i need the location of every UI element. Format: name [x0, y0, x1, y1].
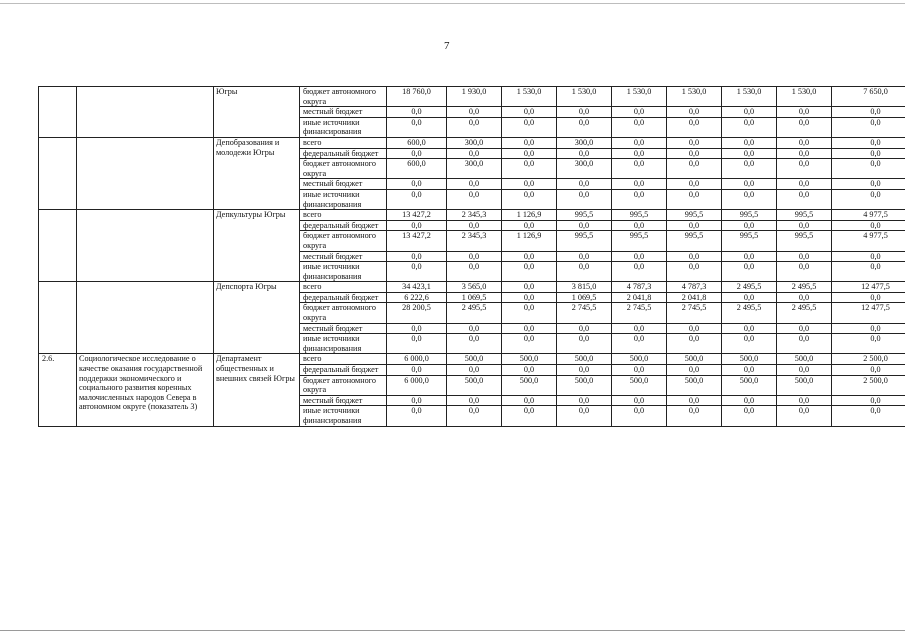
year-value-cell: 0,0	[832, 395, 905, 406]
year-value-cell: 1 930,0	[447, 87, 502, 107]
year-value-cell: 0,0	[777, 179, 832, 190]
year-value-cell: 0,0	[502, 395, 557, 406]
year-value-cell: 0,0	[557, 220, 612, 231]
year-value-cell: 12 477,5	[832, 282, 905, 293]
year-value-cell: 0,0	[667, 323, 722, 334]
year-value-cell: 2 500,0	[832, 354, 905, 365]
year-value-cell: 0,0	[447, 107, 502, 118]
year-value-cell: 0,0	[667, 189, 722, 209]
total-value-cell: 0,0	[387, 334, 447, 354]
year-value-cell: 0,0	[832, 189, 905, 209]
measure-number-cell	[39, 137, 77, 209]
year-value-cell: 0,0	[832, 323, 905, 334]
year-value-cell: 0,0	[447, 406, 502, 426]
year-value-cell: 0,0	[667, 251, 722, 262]
year-value-cell: 500,0	[557, 375, 612, 395]
measure-number-cell: 2.6.	[39, 354, 77, 426]
year-value-cell: 0,0	[502, 179, 557, 190]
year-value-cell: 0,0	[447, 189, 502, 209]
year-value-cell: 0,0	[557, 365, 612, 376]
total-value-cell: 600,0	[387, 159, 447, 179]
year-value-cell: 0,0	[777, 334, 832, 354]
table-row	[39, 137, 905, 148]
year-value-cell: 0,0	[612, 159, 667, 179]
year-value-cell: 0,0	[612, 117, 667, 137]
year-value-cell: 0,0	[667, 334, 722, 354]
year-value-cell: 0,0	[557, 262, 612, 282]
year-value-cell: 0,0	[557, 334, 612, 354]
year-value-cell: 0,0	[447, 365, 502, 376]
year-value-cell: 4 977,5	[832, 210, 905, 221]
measure-name-cell	[77, 137, 214, 209]
year-value-cell: 0,0	[557, 395, 612, 406]
year-value-cell: 300,0	[557, 137, 612, 148]
year-value-cell: 500,0	[667, 354, 722, 365]
total-value-cell: 13 427,2	[387, 231, 447, 251]
year-value-cell: 500,0	[777, 375, 832, 395]
year-value-cell: 1 126,9	[502, 210, 557, 221]
year-value-cell: 0,0	[667, 406, 722, 426]
funding-source-cell: иные источники финансирования	[300, 189, 387, 209]
year-value-cell: 0,0	[777, 395, 832, 406]
year-value-cell: 0,0	[722, 292, 777, 303]
year-value-cell: 0,0	[612, 179, 667, 190]
year-value-cell: 0,0	[832, 220, 905, 231]
year-value-cell: 500,0	[502, 354, 557, 365]
year-value-cell: 1 530,0	[557, 87, 612, 107]
year-value-cell: 0,0	[557, 406, 612, 426]
year-value-cell: 0,0	[612, 220, 667, 231]
funding-source-cell: местный бюджет	[300, 107, 387, 118]
year-value-cell: 0,0	[777, 406, 832, 426]
year-value-cell: 0,0	[832, 406, 905, 426]
year-value-cell: 1 530,0	[722, 87, 777, 107]
year-value-cell: 1 530,0	[777, 87, 832, 107]
year-value-cell: 0,0	[502, 189, 557, 209]
year-value-cell: 995,5	[667, 231, 722, 251]
executor-cell: Депспорта Югры	[214, 282, 300, 354]
bottom-rule	[0, 630, 905, 631]
year-value-cell: 0,0	[612, 137, 667, 148]
year-value-cell: 0,0	[832, 334, 905, 354]
year-value-cell: 0,0	[447, 262, 502, 282]
year-value-cell: 0,0	[722, 406, 777, 426]
funding-source-cell: местный бюджет	[300, 323, 387, 334]
year-value-cell: 0,0	[777, 159, 832, 179]
year-value-cell: 0,0	[502, 406, 557, 426]
total-value-cell: 0,0	[387, 117, 447, 137]
year-value-cell: 1 126,9	[502, 231, 557, 251]
year-value-cell: 500,0	[557, 354, 612, 365]
year-value-cell: 0,0	[447, 251, 502, 262]
measure-name-cell	[77, 282, 214, 354]
year-value-cell: 4 787,3	[667, 282, 722, 293]
year-value-cell: 2 745,5	[667, 303, 722, 323]
year-value-cell: 0,0	[447, 334, 502, 354]
year-value-cell: 0,0	[722, 323, 777, 334]
year-value-cell: 500,0	[722, 354, 777, 365]
year-value-cell: 0,0	[722, 365, 777, 376]
year-value-cell: 0,0	[777, 262, 832, 282]
year-value-cell: 0,0	[722, 334, 777, 354]
total-value-cell: 34 423,1	[387, 282, 447, 293]
total-value-cell: 0,0	[387, 148, 447, 159]
year-value-cell: 0,0	[722, 179, 777, 190]
year-value-cell: 0,0	[667, 395, 722, 406]
year-value-cell: 0,0	[502, 282, 557, 293]
year-value-cell: 0,0	[722, 137, 777, 148]
total-value-cell: 18 760,0	[387, 87, 447, 107]
year-value-cell: 0,0	[667, 365, 722, 376]
year-value-cell: 0,0	[612, 262, 667, 282]
funding-source-cell: федеральный бюджет	[300, 292, 387, 303]
measure-number-cell	[39, 282, 77, 354]
year-value-cell: 2 041,8	[667, 292, 722, 303]
year-value-cell: 0,0	[612, 395, 667, 406]
total-value-cell: 6 000,0	[387, 375, 447, 395]
year-value-cell: 500,0	[722, 375, 777, 395]
table-body	[39, 87, 905, 427]
page-number: 7	[444, 40, 450, 52]
measure-name-cell: Социологическое исследование о качестве оказания государственной поддержки экономического и социального развития коренных малочисленных народов Севера в автономном округе (показатель 3)	[77, 354, 214, 426]
year-value-cell: 0,0	[667, 179, 722, 190]
year-value-cell: 995,5	[557, 210, 612, 221]
total-value-cell: 0,0	[387, 323, 447, 334]
funding-source-cell: всего	[300, 137, 387, 148]
year-value-cell: 0,0	[612, 323, 667, 334]
year-value-cell: 0,0	[612, 189, 667, 209]
year-value-cell: 7 650,0	[832, 87, 905, 107]
year-value-cell: 500,0	[447, 375, 502, 395]
funding-source-cell: бюджет автономного округа	[300, 231, 387, 251]
year-value-cell: 0,0	[502, 251, 557, 262]
year-value-cell: 0,0	[557, 107, 612, 118]
year-value-cell: 0,0	[447, 148, 502, 159]
year-value-cell: 0,0	[667, 220, 722, 231]
year-value-cell: 0,0	[777, 251, 832, 262]
year-value-cell: 0,0	[502, 334, 557, 354]
year-value-cell: 0,0	[502, 365, 557, 376]
year-value-cell: 0,0	[557, 117, 612, 137]
total-value-cell: 28 200,5	[387, 303, 447, 323]
year-value-cell: 0,0	[832, 107, 905, 118]
year-value-cell: 0,0	[777, 292, 832, 303]
executor-cell: Департамент общественных и внешних связей Югры	[214, 354, 300, 426]
year-value-cell: 500,0	[612, 375, 667, 395]
year-value-cell: 0,0	[722, 189, 777, 209]
year-value-cell: 2 500,0	[832, 375, 905, 395]
table-row	[39, 354, 905, 365]
total-value-cell: 6 222,6	[387, 292, 447, 303]
measure-number-cell	[39, 210, 77, 282]
year-value-cell: 500,0	[502, 375, 557, 395]
funding-source-cell: бюджет автономного округа	[300, 87, 387, 107]
year-value-cell: 0,0	[722, 107, 777, 118]
year-value-cell: 0,0	[502, 159, 557, 179]
year-value-cell: 0,0	[722, 159, 777, 179]
table-row	[39, 87, 905, 107]
year-value-cell: 0,0	[832, 159, 905, 179]
measure-name-cell	[77, 87, 214, 138]
year-value-cell: 995,5	[722, 231, 777, 251]
year-value-cell: 2 345,3	[447, 210, 502, 221]
measure-number-cell	[39, 87, 77, 138]
year-value-cell: 1 069,5	[447, 292, 502, 303]
year-value-cell: 2 745,5	[557, 303, 612, 323]
year-value-cell: 0,0	[557, 179, 612, 190]
year-value-cell: 0,0	[502, 107, 557, 118]
year-value-cell: 2 345,3	[447, 231, 502, 251]
year-value-cell: 4 787,3	[612, 282, 667, 293]
year-value-cell: 0,0	[612, 107, 667, 118]
year-value-cell: 995,5	[777, 210, 832, 221]
funding-source-cell: всего	[300, 282, 387, 293]
year-value-cell: 300,0	[557, 159, 612, 179]
year-value-cell: 300,0	[447, 137, 502, 148]
year-value-cell: 0,0	[447, 220, 502, 231]
year-value-cell: 0,0	[557, 148, 612, 159]
year-value-cell: 0,0	[832, 292, 905, 303]
year-value-cell: 500,0	[667, 375, 722, 395]
funding-source-cell: бюджет автономного округа	[300, 375, 387, 395]
year-value-cell: 0,0	[667, 137, 722, 148]
year-value-cell: 0,0	[502, 262, 557, 282]
total-value-cell: 0,0	[387, 262, 447, 282]
year-value-cell: 0,0	[502, 303, 557, 323]
year-value-cell: 995,5	[612, 231, 667, 251]
year-value-cell: 0,0	[612, 365, 667, 376]
executor-cell: Депкультуры Югры	[214, 210, 300, 282]
year-value-cell: 3 565,0	[447, 282, 502, 293]
executor-cell: Депобразования и молодежи Югры	[214, 137, 300, 209]
year-value-cell: 0,0	[777, 137, 832, 148]
year-value-cell: 1 530,0	[612, 87, 667, 107]
funding-source-cell: местный бюджет	[300, 179, 387, 190]
total-value-cell: 13 427,2	[387, 210, 447, 221]
year-value-cell: 0,0	[832, 117, 905, 137]
year-value-cell: 0,0	[777, 189, 832, 209]
year-value-cell: 0,0	[502, 117, 557, 137]
year-value-cell: 2 495,5	[722, 303, 777, 323]
year-value-cell: 0,0	[722, 117, 777, 137]
year-value-cell: 995,5	[667, 210, 722, 221]
total-value-cell: 0,0	[387, 406, 447, 426]
year-value-cell: 0,0	[612, 251, 667, 262]
year-value-cell: 0,0	[447, 323, 502, 334]
total-value-cell: 600,0	[387, 137, 447, 148]
total-value-cell: 0,0	[387, 365, 447, 376]
total-value-cell: 0,0	[387, 179, 447, 190]
year-value-cell: 0,0	[832, 365, 905, 376]
total-value-cell: 6 000,0	[387, 354, 447, 365]
total-value-cell: 0,0	[387, 251, 447, 262]
funding-source-cell: федеральный бюджет	[300, 365, 387, 376]
year-value-cell: 2 495,5	[722, 282, 777, 293]
year-value-cell: 500,0	[447, 354, 502, 365]
year-value-cell: 995,5	[557, 231, 612, 251]
year-value-cell: 0,0	[612, 406, 667, 426]
total-value-cell: 0,0	[387, 189, 447, 209]
year-value-cell: 500,0	[777, 354, 832, 365]
year-value-cell: 1 530,0	[502, 87, 557, 107]
year-value-cell: 0,0	[667, 107, 722, 118]
year-value-cell: 0,0	[502, 137, 557, 148]
year-value-cell: 0,0	[502, 323, 557, 334]
year-value-cell: 0,0	[832, 148, 905, 159]
year-value-cell: 0,0	[777, 220, 832, 231]
funding-source-cell: бюджет автономного округа	[300, 303, 387, 323]
year-value-cell: 0,0	[777, 107, 832, 118]
funding-source-cell: местный бюджет	[300, 251, 387, 262]
table-row	[39, 282, 905, 293]
year-value-cell: 500,0	[612, 354, 667, 365]
year-value-cell: 0,0	[777, 148, 832, 159]
year-value-cell: 0,0	[832, 137, 905, 148]
funding-source-cell: всего	[300, 354, 387, 365]
executor-cell: Югры	[214, 87, 300, 138]
year-value-cell: 995,5	[777, 231, 832, 251]
year-value-cell: 0,0	[667, 159, 722, 179]
year-value-cell: 0,0	[722, 148, 777, 159]
year-value-cell: 0,0	[777, 323, 832, 334]
year-value-cell: 0,0	[557, 189, 612, 209]
year-value-cell: 995,5	[722, 210, 777, 221]
year-value-cell: 12 477,5	[832, 303, 905, 323]
year-value-cell: 0,0	[612, 148, 667, 159]
year-value-cell: 995,5	[612, 210, 667, 221]
year-value-cell: 3 815,0	[557, 282, 612, 293]
year-value-cell: 0,0	[722, 262, 777, 282]
year-value-cell: 1 069,5	[557, 292, 612, 303]
year-value-cell: 300,0	[447, 159, 502, 179]
year-value-cell: 0,0	[502, 148, 557, 159]
year-value-cell: 0,0	[832, 262, 905, 282]
year-value-cell: 0,0	[502, 220, 557, 231]
funding-source-cell: иные источники финансирования	[300, 334, 387, 354]
year-value-cell: 0,0	[667, 262, 722, 282]
funding-source-cell: местный бюджет	[300, 395, 387, 406]
year-value-cell: 2 745,5	[612, 303, 667, 323]
year-value-cell: 0,0	[447, 179, 502, 190]
year-value-cell: 4 977,5	[832, 231, 905, 251]
financing-table	[38, 86, 905, 427]
funding-source-cell: иные источники финансирования	[300, 117, 387, 137]
funding-source-cell: федеральный бюджет	[300, 220, 387, 231]
year-value-cell: 1 530,0	[667, 87, 722, 107]
table-row	[39, 210, 905, 221]
year-value-cell: 0,0	[832, 179, 905, 190]
funding-source-cell: федеральный бюджет	[300, 148, 387, 159]
year-value-cell: 0,0	[667, 148, 722, 159]
year-value-cell: 0,0	[667, 117, 722, 137]
year-value-cell: 0,0	[502, 292, 557, 303]
year-value-cell: 0,0	[777, 117, 832, 137]
year-value-cell: 2 041,8	[612, 292, 667, 303]
year-value-cell: 0,0	[447, 117, 502, 137]
funding-source-cell: бюджет автономного округа	[300, 159, 387, 179]
year-value-cell: 0,0	[722, 395, 777, 406]
year-value-cell: 0,0	[557, 251, 612, 262]
year-value-cell: 0,0	[447, 395, 502, 406]
year-value-cell: 0,0	[722, 220, 777, 231]
year-value-cell: 0,0	[832, 251, 905, 262]
year-value-cell: 2 495,5	[447, 303, 502, 323]
total-value-cell: 0,0	[387, 220, 447, 231]
measure-name-cell	[77, 210, 214, 282]
year-value-cell: 0,0	[777, 365, 832, 376]
year-value-cell: 0,0	[722, 251, 777, 262]
total-value-cell: 0,0	[387, 107, 447, 118]
year-value-cell: 2 495,5	[777, 282, 832, 293]
top-rule	[0, 3, 905, 4]
funding-source-cell: всего	[300, 210, 387, 221]
year-value-cell: 2 495,5	[777, 303, 832, 323]
funding-source-cell: иные источники финансирования	[300, 262, 387, 282]
year-value-cell: 0,0	[557, 323, 612, 334]
year-value-cell: 0,0	[612, 334, 667, 354]
funding-source-cell: иные источники финансирования	[300, 406, 387, 426]
total-value-cell: 0,0	[387, 395, 447, 406]
